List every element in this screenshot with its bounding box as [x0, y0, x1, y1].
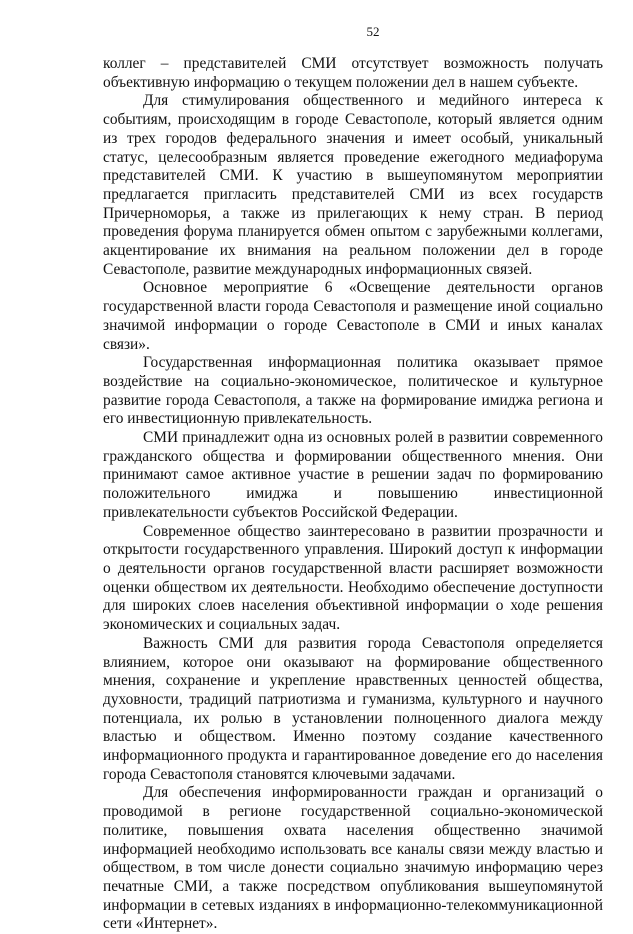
paragraph-4: Государственная информационная политика оказывает прямое воздействие на социально-экономическое, политическое и культурное развитие города Севастополя, а также на формирование имиджа региона и его инвестиционную привлекательность.	[103, 354, 603, 428]
paragraph-6: Современное общество заинтересовано в развитии прозрачности и открытости государственного управления. Широкий доступ к информации о деятельности органов государственной власти расширяет возможности оценки обществом их деятельности. Необходимо обеспечение доступности для широких слоев населения объективной информации о ходе решения экономических и социальных задач.	[103, 522, 603, 634]
paragraph-1: коллег – представителей СМИ отсутствует возможность получать объективную информацию о текущем положении дел в нашем субъекте.	[103, 55, 603, 91]
paragraph-7: Важность СМИ для развития города Севастополя определяется влиянием, которое они оказывают на формирование общественного мнения, сохранение и укрепление нравственных ценностей общества, духовности, традиций патриотизма и гуманизма, культурного и научного потенциала, их ролью в установлении полноценного диалога между властью и обществом. Именно поэтому создание качественного информационного продукта и гарантированное доведение его до населения города Севастополя становятся ключевыми задачами.	[103, 634, 603, 783]
document-body	[103, 55, 603, 934]
paragraph-2: Для стимулирования общественного и медийного интереса к событиям, происходящим в городе Севастополе, который является одним из трех городов федерального значения и имеет особый, уникальный статус, целесообразным является проведение ежегодного медиафорума представителей СМИ. К участию в вышеупомянутом мероприятии предлагается пригласить представителей СМИ из всех государств Причерноморья, а также из прилегающих к нему стран. В период проведения форума планируется обмен опытом с зарубежными коллегами, акцентирование их внимания на реальном положении дел в городе Севастополе, развитие международных информационных связей.	[103, 92, 603, 278]
paragraph-3: Основное мероприятие 6 «Освещение деятельности органов государственной власти города Севастополя и размещение иной социально значимой информации о городе Севастополе в СМИ и иных каналах связи».	[103, 279, 603, 353]
paragraph-8: Для обеспечения информированности граждан и организаций о проводимой в регионе государственной социально-экономической политике, повышения охвата населения общественно значимой информацией необходимо использовать все каналы связи между властью и обществом, в том числе донести социально значимую информацию через печатные СМИ, а также посредством опубликования вышеупомянутой информации в сетевых изданиях в информационно-телекоммуникационной сети «Интернет».	[103, 784, 603, 933]
paragraph-5: СМИ принадлежит одна из основных ролей в развитии современного гражданского общества и формировании общественного мнения. Они принимают самое активное участие в решении задач по формированию положительного имиджа и повышению инвестиционной привлекательности субъектов Российской Федерации.	[103, 429, 603, 521]
page-number: 52	[366, 24, 380, 39]
